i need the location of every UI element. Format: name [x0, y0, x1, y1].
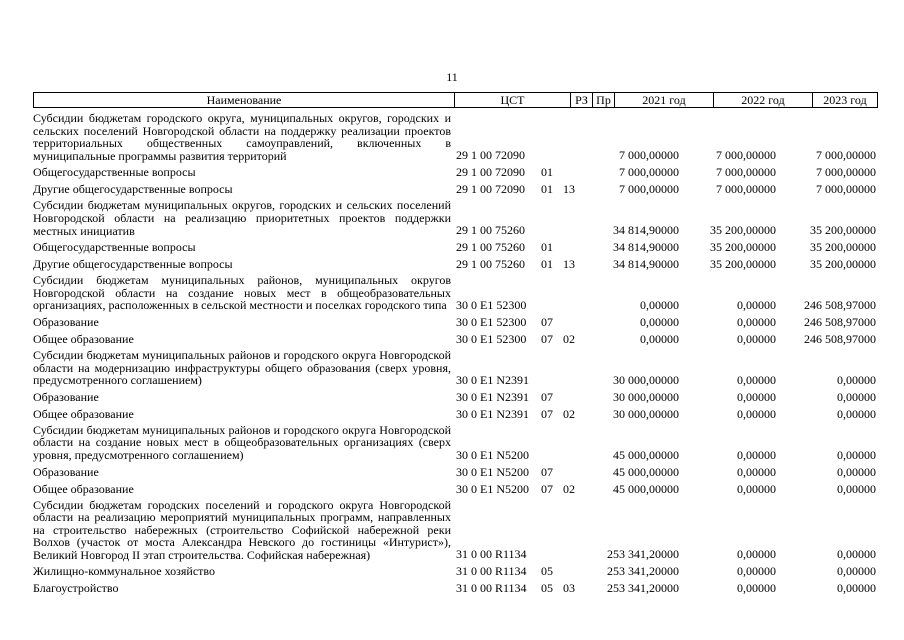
row-cst: 30 0 E1 N2391: [456, 406, 529, 421]
budget-table-body: [33, 110, 878, 596]
row-2022: 0,00000: [737, 406, 776, 421]
row-name: Общегосударственные вопросы: [33, 165, 196, 180]
row-2021: 30 000,00000: [613, 406, 679, 421]
row-2023: 0,00000: [837, 447, 876, 462]
row-2021: 0,00000: [640, 331, 679, 346]
row-2022: 0,00000: [737, 464, 776, 479]
row-2021: 7 000,00000: [619, 165, 679, 180]
row-2021: 45 000,00000: [613, 464, 679, 479]
table-row: [33, 313, 878, 330]
row-rz: 07: [541, 314, 553, 329]
table-row: [33, 272, 878, 313]
row-2023: 0,00000: [837, 547, 876, 562]
row-name: Субсидии бюджетам муниципальных районов, муниципальных округов Новгородской области на создание новых мест в общеобразовательных организациях, расположенных в сельской местности и поселках городского типа: [33, 273, 451, 313]
row-pr: 13: [563, 257, 575, 272]
row-name: Жилищно-коммунальное хозяйство: [33, 564, 216, 579]
row-cst: 30 0 E1 N2391: [456, 372, 529, 387]
header-cst: ЦСТ: [454, 93, 570, 107]
table-row: [33, 579, 878, 596]
table-header: [33, 92, 878, 108]
row-2021: 45 000,00000: [613, 447, 679, 462]
row-cst: 30 0 E1 N5200: [456, 447, 529, 462]
row-2021: 45 000,00000: [613, 481, 679, 496]
row-pr: 02: [563, 481, 575, 496]
row-2022: 35 200,00000: [710, 240, 776, 255]
row-cst: 29 1 00 75260: [456, 223, 525, 238]
row-name: Образование: [33, 464, 99, 479]
row-name: Благоустройство: [33, 581, 119, 596]
row-2023: 0,00000: [837, 581, 876, 596]
row-pr: 13: [563, 182, 575, 197]
row-2021: 30 000,00000: [613, 372, 679, 387]
table-row: [33, 110, 878, 163]
row-2023: 7 000,00000: [816, 148, 876, 163]
table-row: [33, 197, 878, 238]
row-2021: 253 341,20000: [607, 564, 679, 579]
row-2022: 35 200,00000: [710, 223, 776, 238]
header-name: Наименование: [206, 93, 282, 107]
row-2021: 34 814,90000: [613, 240, 679, 255]
row-name: Общее образование: [33, 481, 134, 496]
row-2021: 253 341,20000: [607, 547, 679, 562]
table-row: [33, 480, 878, 497]
row-name: Субсидии бюджетам муниципальных районов и городского округа Новгородской области на создание новых мест в общеобразовательных организациях (сверх уровня, предусмотренного соглашением): [33, 422, 451, 462]
row-2022: 0,00000: [737, 581, 776, 596]
row-cst: 31 0 00 R1134: [456, 547, 527, 562]
header-pr: Пр: [592, 93, 614, 107]
row-cst: 31 0 00 R1134: [456, 564, 527, 579]
row-rz: 07: [541, 406, 553, 421]
row-cst: 30 0 E1 52300: [456, 297, 527, 312]
row-cst: 30 0 E1 52300: [456, 331, 527, 346]
table-row: [33, 562, 878, 579]
table-row: [33, 180, 878, 197]
row-2023: 35 200,00000: [810, 257, 876, 272]
row-2023: 0,00000: [837, 464, 876, 479]
row-cst: 29 1 00 75260: [456, 240, 525, 255]
row-name: Образование: [33, 314, 99, 329]
row-rz: 05: [541, 581, 553, 596]
row-2021: 0,00000: [640, 297, 679, 312]
row-rz: 01: [541, 257, 553, 272]
row-2022: 7 000,00000: [716, 165, 776, 180]
row-name: Общее образование: [33, 406, 134, 421]
row-2021: 7 000,00000: [619, 182, 679, 197]
row-rz: 01: [541, 182, 553, 197]
row-rz: 07: [541, 331, 553, 346]
row-rz: 07: [541, 481, 553, 496]
row-2022: 35 200,00000: [710, 257, 776, 272]
row-2023: 0,00000: [837, 481, 876, 496]
row-rz: 01: [541, 165, 553, 180]
table-row: [33, 238, 878, 255]
row-2023: 246 508,97000: [804, 314, 876, 329]
row-name: Другие общегосударственные вопросы: [33, 182, 233, 197]
row-name: Общегосударственные вопросы: [33, 240, 196, 255]
row-cst: 30 0 E1 N2391: [456, 389, 529, 404]
row-2021: 253 341,20000: [607, 581, 679, 596]
row-2022: 7 000,00000: [716, 182, 776, 197]
row-cst: 29 1 00 72090: [456, 165, 525, 180]
table-row: [33, 163, 878, 180]
row-rz: 07: [541, 464, 553, 479]
table-row: [33, 422, 878, 463]
row-2022: 0,00000: [737, 372, 776, 387]
table-row: [33, 255, 878, 272]
row-2023: 246 508,97000: [804, 331, 876, 346]
row-cst: 31 0 00 R1134: [456, 581, 527, 596]
row-2023: 0,00000: [837, 406, 876, 421]
row-name: Другие общегосударственные вопросы: [33, 257, 233, 272]
row-2022: 0,00000: [737, 314, 776, 329]
row-2021: 34 814,90000: [613, 257, 679, 272]
row-rz: 07: [541, 389, 553, 404]
row-2023: 0,00000: [837, 564, 876, 579]
row-2022: 0,00000: [737, 481, 776, 496]
row-2023: 35 200,00000: [810, 240, 876, 255]
table-row: [33, 330, 878, 347]
row-2023: 0,00000: [837, 389, 876, 404]
row-2021: 30 000,00000: [613, 389, 679, 404]
row-2023: 35 200,00000: [810, 223, 876, 238]
row-cst: 30 0 E1 N5200: [456, 464, 529, 479]
page-number: 11: [446, 70, 458, 84]
row-2023: 7 000,00000: [816, 165, 876, 180]
row-name: Субсидии бюджетам городских поселений и городского округа Новгородской области на реализацию мероприятий муниципальных программ, направленных на строительство набережных (строительство Софийской набережной реки Волхов (участок от моста Александра Невского до гостиницы «Интурист»), Великий Новгород II этап строительства. Софийская набережная): [33, 497, 451, 562]
row-2022: 0,00000: [737, 547, 776, 562]
row-pr: 02: [563, 406, 575, 421]
row-cst: 30 0 E1 52300: [456, 314, 527, 329]
table-row: [33, 497, 878, 563]
row-cst: 29 1 00 72090: [456, 148, 525, 163]
row-rz: 01: [541, 240, 553, 255]
row-name: Образование: [33, 389, 99, 404]
row-name: Общее образование: [33, 331, 134, 346]
row-2023: 7 000,00000: [816, 182, 876, 197]
row-name: Субсидии бюджетам муниципальных районов и городского округа Новгородской области на модернизацию инфраструктуры общего образования (сверх уровня, предусмотренного соглашением): [33, 347, 451, 388]
row-2022: 0,00000: [737, 564, 776, 579]
row-cst: 29 1 00 75260: [456, 257, 525, 272]
row-pr: 02: [563, 331, 575, 346]
row-2022: 7 000,00000: [716, 148, 776, 163]
header-rz: РЗ: [570, 93, 592, 107]
table-row: [33, 347, 878, 388]
header-2022: 2022 год: [713, 93, 812, 107]
row-2022: 0,00000: [737, 389, 776, 404]
row-rz: 05: [541, 564, 553, 579]
row-name: Субсидии бюджетам муниципальных округов, городских и сельских поселений Новгородской области на реализацию приоритетных проектов поддержки местных инициатив: [33, 198, 451, 238]
row-2022: 0,00000: [737, 297, 776, 312]
row-2021: 7 000,00000: [619, 148, 679, 163]
row-cst: 30 0 E1 N5200: [456, 481, 529, 496]
row-2021: 34 814,90000: [613, 223, 679, 238]
row-2023: 0,00000: [837, 372, 876, 387]
row-2022: 0,00000: [737, 331, 776, 346]
table-row: [33, 463, 878, 480]
row-2022: 0,00000: [737, 447, 776, 462]
row-2023: 246 508,97000: [804, 297, 876, 312]
row-pr: 03: [563, 581, 575, 596]
row-name: Субсидии бюджетам городского округа, муниципальных округов, городских и сельских поселений Новгородской области на поддержку реализации проектов территориальных общественных самоуправлений, включенных в муниципальные программы развития территорий: [33, 111, 451, 163]
table-row: [33, 388, 878, 405]
row-2021: 0,00000: [640, 314, 679, 329]
header-2023: 2023 год: [812, 93, 877, 107]
row-cst: 29 1 00 72090: [456, 182, 525, 197]
table-row: [33, 405, 878, 422]
header-2021: 2021 год: [614, 93, 713, 107]
